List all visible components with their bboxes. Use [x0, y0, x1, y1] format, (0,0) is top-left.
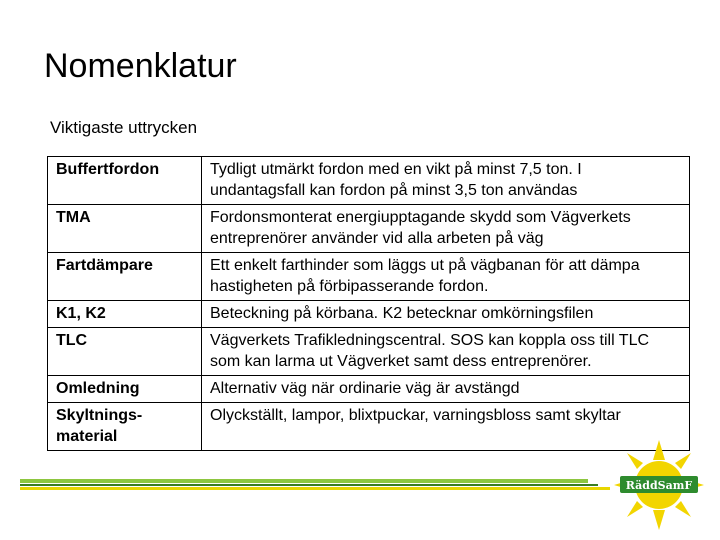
definition-cell: Vägverkets Trafikledningscentral. SOS kan koppla oss till TLC som kan larma ut Vägverket samt dess entreprenörer. [202, 328, 690, 376]
term-cell: Omledning [48, 376, 202, 403]
table-row [48, 328, 690, 376]
definition-cell: Ett enkelt farthinder som läggs ut på vägbanan för att dämpa hastigheten på förbipasserande fordon. [202, 253, 690, 301]
footer-line-yellow [20, 487, 610, 490]
page-subtitle: Viktigaste uttrycken [50, 118, 198, 137]
term-cell: K1, K2 [48, 301, 202, 328]
term-cell: Fartdämpare [48, 253, 202, 301]
table-row [48, 403, 690, 451]
definition-cell: Olyckställt, lampor, blixtpuckar, varningsbloss samt skyltar [202, 403, 690, 451]
logo-text: RäddSamF [625, 479, 693, 492]
term-cell: Skyltnings-material [48, 403, 202, 451]
footer-line-dark-green [20, 484, 598, 486]
definition-cell: Beteckning på körbana. K2 betecknar omkörningsfilen [202, 301, 690, 328]
definition-cell: Alternativ väg när ordinarie väg är avstängd [202, 376, 690, 403]
footer-decorative-lines [20, 479, 620, 493]
term-cell: TMA [48, 205, 202, 253]
table-row [48, 205, 690, 253]
definition-cell: Tydligt utmärkt fordon med en vikt på minst 7,5 ton. I undantagsfall kan fordon på minst 3,5 ton användas [202, 157, 690, 205]
raddsamf-logo [612, 438, 706, 532]
page-title: Nomenklatur [44, 47, 237, 85]
table-row [48, 253, 690, 301]
table-row [48, 301, 690, 328]
term-cell: TLC [48, 328, 202, 376]
footer-line-green [20, 479, 588, 483]
table-row [48, 376, 690, 403]
table-row [48, 157, 690, 205]
term-cell: Buffertfordon [48, 157, 202, 205]
definition-cell: Fordonsmonterat energiupptagande skydd som Vägverkets entreprenörer använder vid alla arbeten på väg [202, 205, 690, 253]
terms-table [47, 156, 690, 451]
